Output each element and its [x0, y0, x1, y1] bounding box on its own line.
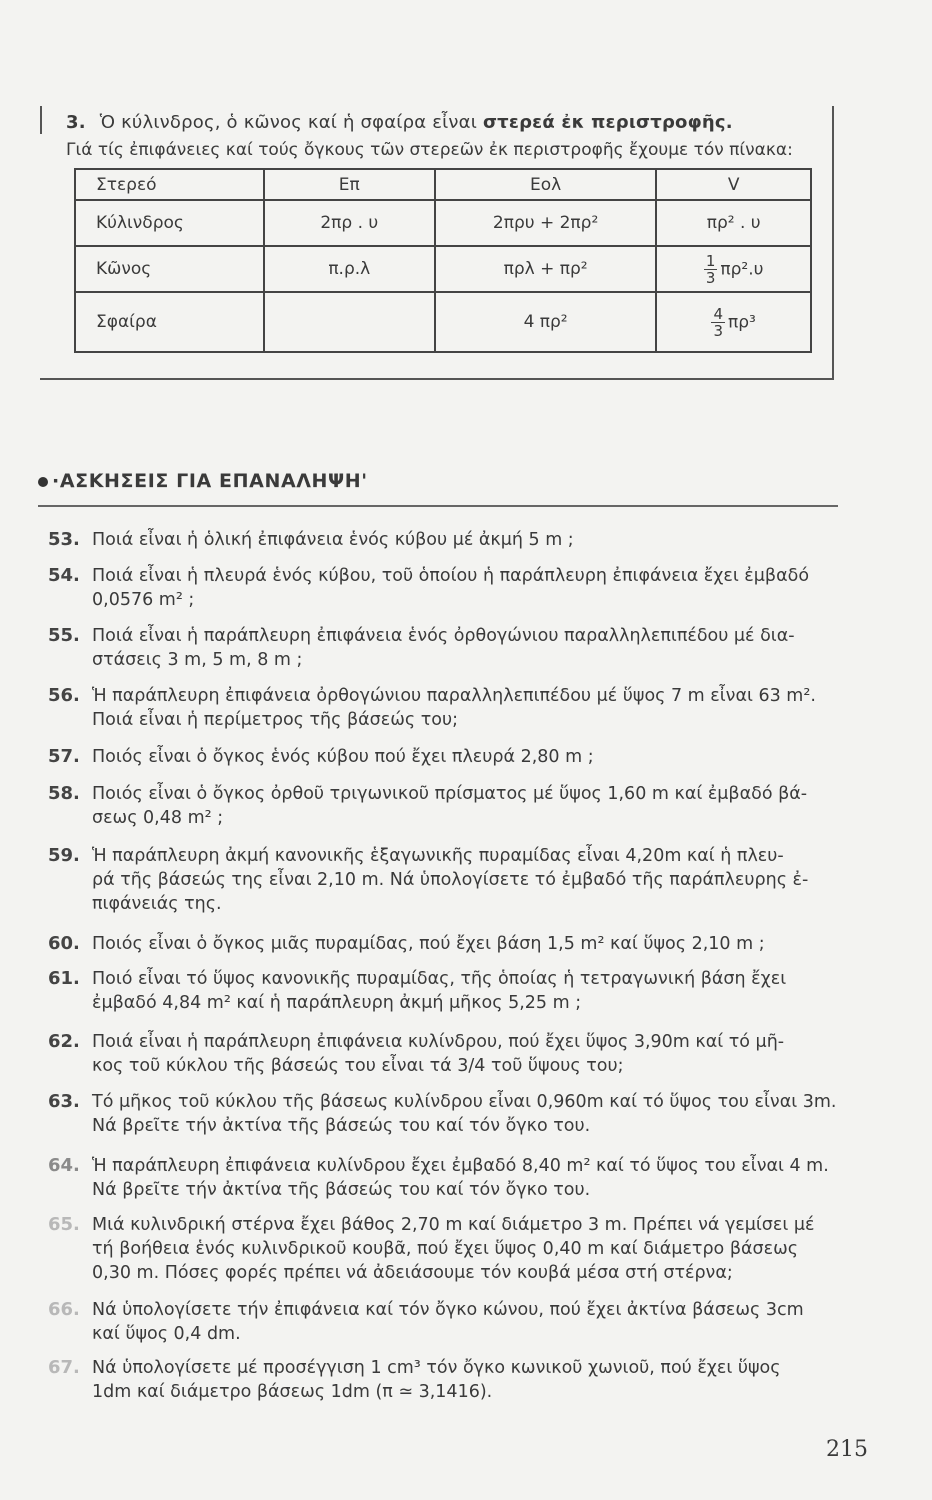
exercise-text	[92, 1356, 868, 1404]
exercise-text	[92, 745, 868, 769]
exercise-number: 62.	[48, 1031, 80, 1052]
exercise-58	[48, 782, 868, 830]
exercise-line: 1dm καί διάμετρο βάσεως 1dm (π ≃ 3,1416).	[92, 1382, 493, 1402]
exercise-line: Ἡ παράπλευρη ἀκμή κανονικῆς ἑξαγωνικῆς πυραμίδας εἶναι 4,20m καί ἡ πλευ-	[92, 846, 784, 866]
table-row-cone	[75, 246, 811, 292]
volume-expression: πρ².υ	[720, 259, 764, 279]
cell-volume	[656, 292, 811, 352]
section3-title-bold: στερεά ἐκ περιστροφῆς.	[482, 112, 733, 133]
exercise-number: 63.	[48, 1091, 80, 1112]
exercise-number: 60.	[48, 933, 80, 954]
exercise-61	[48, 967, 868, 1015]
exercise-line: στάσεις 3 m, 5 m, 8 m ;	[92, 650, 303, 670]
exercise-number: 56.	[48, 685, 80, 706]
cell-lateral: π.ρ.λ	[264, 246, 435, 292]
fraction-numerator: 4	[713, 304, 723, 323]
exercise-number: 61.	[48, 968, 80, 989]
exercises-heading: ·ΑΣΚΗΣΕΙΣ ΓΙΑ ΕΠΑΝΑΛΗΨΗ'	[38, 470, 368, 492]
fraction-numerator: 1	[705, 251, 716, 270]
exercise-62	[48, 1030, 868, 1078]
exercise-text	[92, 564, 868, 612]
exercise-64	[48, 1154, 868, 1202]
exercise-text	[92, 528, 868, 552]
volume-expression: πρ² . υ	[706, 213, 761, 233]
exercise-56	[48, 684, 868, 732]
section3-title-plain: Ὁ κύλινδρος, ὁ κῶνος καί ἡ σφαίρα εἶναι	[99, 112, 478, 133]
cell-total: 2πρυ + 2πρ²	[435, 200, 656, 246]
exercise-line: Ποιά εἶναι ἡ ὁλική ἐπιφάνεια ἑνός κύβου μέ ἀκμή 5 m ;	[92, 530, 574, 550]
table-row-cylinder	[75, 200, 811, 246]
exercise-text	[92, 624, 868, 672]
exercise-line: Ποιά εἶναι ἡ πλευρά ἑνός κύβου, τοῦ ὁποίου ἡ παράπλευρη ἐπιφάνεια ἔχει ἐμβαδό	[92, 566, 810, 586]
exercise-59	[48, 844, 868, 916]
exercise-line: Νά ὑπολογίσετε τήν ἐπιφάνεια καί τόν ὄγκο κώνου, πού ἔχει ἀκτίνα βάσεως 3cm	[92, 1300, 804, 1320]
exercise-number: 55.	[48, 625, 80, 646]
exercise-text	[92, 1154, 868, 1202]
exercise-53	[48, 528, 868, 552]
exercise-number: 64.	[48, 1155, 80, 1176]
exercise-65	[48, 1213, 868, 1285]
exercise-60	[48, 932, 868, 956]
exercises-heading-text: ΑΣΚΗΣΕΙΣ ΓΙΑ ΕΠΑΝΑΛΗΨΗ	[59, 470, 362, 492]
fraction	[711, 306, 725, 339]
cell-volume	[656, 200, 811, 246]
cell-lateral	[264, 292, 435, 352]
exercise-line: σεως 0,48 m² ;	[92, 808, 224, 828]
exercise-line: Ἡ παράπλευρη ἐπιφάνεια κυλίνδρου ἔχει ἐμβαδό 8,40 m² καί τό ὕψος του εἶναι 4 m.	[92, 1156, 829, 1176]
exercise-line: Ποιά εἶναι ἡ παράπλευρη ἐπιφάνεια κυλίνδρου, πού ἔχει ὕψος 3,90m καί τό μῆ-	[92, 1032, 785, 1052]
exercise-line: Νά βρεῖτε τήν ἀκτίνα τῆς βάσεώς του καί τόν ὄγκο του.	[92, 1180, 591, 1200]
exercise-line: κος τοῦ κύκλου τῆς βάσεώς του εἶναι τά 3/4 τοῦ ὕψους του;	[92, 1056, 624, 1076]
fraction-denominator: 3	[713, 321, 723, 340]
exercise-line: Τό μῆκος τοῦ κύκλου τῆς βάσεως κυλίνδρου εἶναι 0,960m καί τό ὕψος του εἶναι 3m.	[92, 1092, 837, 1112]
exercise-line: 0,0576 m² ;	[92, 590, 195, 610]
table-row-sphere	[75, 292, 811, 352]
heading-rule	[38, 505, 838, 507]
exercise-text	[92, 1030, 868, 1078]
section3-intro: Γιά τίς ἐπιφάνειες καί τούς ὄγκους τῶν στερεῶν ἐκ περιστροφῆς ἔχουμε τόν πίνακα:	[66, 140, 793, 160]
exercise-text	[92, 967, 868, 1015]
cell-total: πρλ + πρ²	[435, 246, 656, 292]
exercise-number: 59.	[48, 845, 80, 866]
exercise-text	[92, 1090, 868, 1138]
page-number: 215	[826, 1437, 868, 1462]
fraction	[704, 253, 718, 286]
solids-formula-table	[74, 168, 812, 353]
exercise-57	[48, 745, 868, 769]
header-solid: Στερεό	[75, 169, 264, 200]
exercise-line: Νά ὑπολογίσετε μέ προσέγγιση 1 cm³ τόν ὄγκο κωνικοῦ χωνιοῦ, πού ἔχει ὕψος	[92, 1358, 781, 1378]
exercise-line: Νά βρεῖτε τήν ἀκτίνα τῆς βάσεώς του καί τόν ὄγκο του.	[92, 1116, 591, 1136]
exercise-63	[48, 1090, 868, 1138]
cell-total: 4 πρ²	[435, 292, 656, 352]
exercise-text	[92, 932, 868, 956]
exercise-number: 57.	[48, 746, 80, 767]
exercise-line: Μιά κυλινδρική στέρνα ἔχει βάθος 2,70 m καί διάμετρο 3 m. Πρέπει νά γεμίσει μέ	[92, 1215, 815, 1235]
exercise-line: ρά τῆς βάσεώς της εἶναι 2,10 m. Νά ὑπολογίσετε τό ἐμβαδό τῆς παράπλευρης ἐ-	[92, 870, 809, 890]
exercise-number: 66.	[48, 1299, 80, 1320]
frame-tick	[40, 106, 42, 134]
exercise-67	[48, 1356, 868, 1404]
section3-title	[66, 112, 733, 133]
exercise-number: 58.	[48, 783, 80, 804]
exercise-text	[92, 684, 868, 732]
header-total: Εολ	[435, 169, 656, 200]
volume-expression: πρ³	[728, 312, 756, 332]
cell-name: Σφαίρα	[75, 292, 264, 352]
exercise-line: Ποιός εἶναι ὁ ὄγκος μιᾶς πυραμίδας, πού ἔχει βάση 1,5 m² καί ὕψος 2,10 m ;	[92, 934, 765, 954]
exercise-line: Ποιός εἶναι ὁ ὄγκος ἑνός κύβου πού ἔχει πλευρά 2,80 m ;	[92, 747, 594, 767]
exercise-line: πιφάνειάς της.	[92, 894, 222, 914]
cell-volume	[656, 246, 811, 292]
exercise-line: Ποιό εἶναι τό ὕψος κανονικῆς πυραμίδας, τῆς ὁποίας ἡ τετραγωνική βάση ἔχει	[92, 969, 787, 989]
exercise-text	[92, 844, 868, 916]
cell-name: Κῶνος	[75, 246, 264, 292]
exercise-text	[92, 782, 868, 830]
exercise-line: Ποιός εἶναι ὁ ὄγκος ὀρθοῦ τριγωνικοῦ πρίσματος μέ ὕψος 1,60 m καί ἐμβαδό βά-	[92, 784, 808, 804]
header-volume: V	[656, 169, 811, 200]
exercise-line: ἐμβαδό 4,84 m² καί ἡ παράπλευρη ἀκμή μῆκος 5,25 m ;	[92, 993, 582, 1013]
exercise-line: Ἡ παράπλευρη ἐπιφάνεια ὀρθογώνιου παραλληλεπιπέδου μέ ὕψος 7 m εἶναι 63 m².	[92, 686, 816, 706]
exercise-line: καί ὕψος 0,4 dm.	[92, 1324, 241, 1344]
exercise-number: 65.	[48, 1214, 80, 1235]
table-header-row	[75, 169, 811, 200]
exercise-number: 67.	[48, 1357, 80, 1378]
fraction-denominator: 3	[705, 268, 716, 287]
exercise-55	[48, 624, 868, 672]
exercise-line: Ποιά εἶναι ἡ περίμετρος τῆς βάσεώς του;	[92, 710, 458, 730]
bullet-dot-icon	[38, 477, 48, 487]
exercise-line: Ποιά εἶναι ἡ παράπλευρη ἐπιφάνεια ἑνός ὀρθογώνιου παραλληλεπιπέδου μέ δια-	[92, 626, 795, 646]
header-lateral: Επ	[264, 169, 435, 200]
exercise-66	[48, 1298, 868, 1346]
exercise-number: 54.	[48, 565, 80, 586]
exercise-text	[92, 1298, 868, 1346]
section3-number: 3.	[66, 112, 86, 133]
exercise-number: 53.	[48, 529, 80, 550]
cell-lateral: 2πρ . υ	[264, 200, 435, 246]
cell-name: Κύλινδρος	[75, 200, 264, 246]
exercise-54	[48, 564, 868, 612]
exercise-text	[92, 1213, 868, 1285]
exercise-line: 0,30 m. Πόσες φορές πρέπει νά ἀδειάσουμε τόν κουβά μέσα στή στέρνα;	[92, 1263, 733, 1283]
exercise-line: τή βοήθεια ἑνός κυλινδρικοῦ κουβᾶ, πού ἔχει ὕψος 0,40 m καί διάμετρο βάσεως	[92, 1239, 799, 1259]
